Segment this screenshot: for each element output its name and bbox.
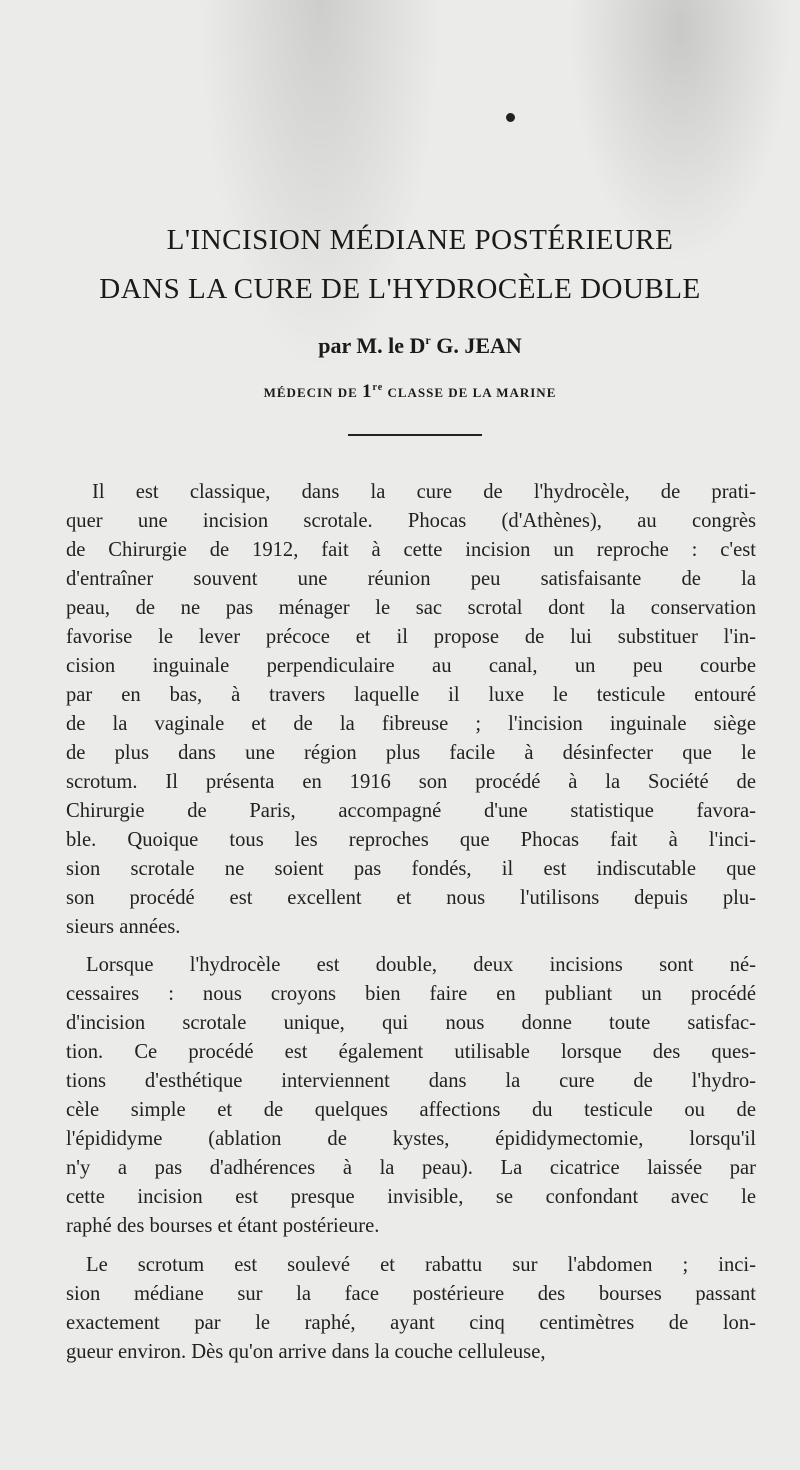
text-line: d'incision scrotale unique, qui nous donne toute satisfac-	[66, 1012, 756, 1034]
title-divider	[348, 434, 482, 436]
text-line: Le scrotum est soulevé et rabattu sur l'abdomen ; inci-	[86, 1254, 756, 1276]
paragraph-3	[66, 1251, 756, 1367]
text-line: par en bas, à travers laquelle il luxe le testicule entouré	[66, 684, 756, 706]
text-line: peau, de ne pas ménager le sac scrotal dont la conservation	[66, 597, 756, 619]
text-line: Lorsque l'hydrocèle est double, deux incisions sont né-	[86, 954, 756, 976]
text-line: cessaires : nous croyons bien faire en publiant un procédé	[66, 983, 756, 1005]
text-line: cèle simple et de quelques affections du testicule ou de	[66, 1099, 756, 1121]
text-line: l'épididyme (ablation de kystes, épididymectomie, lorsqu'il	[66, 1128, 756, 1150]
text-line: de Chirurgie de 1912, fait à cette incision un reproche : c'est	[66, 539, 756, 561]
byline-prefix: par M. le D	[318, 333, 426, 358]
text-line: sieurs années.	[66, 916, 181, 938]
text-line: scrotum. Il présenta en 1916 son procédé à la Société de	[66, 771, 756, 793]
text-line: Il est classique, dans la cure de l'hydrocèle, de prati-	[92, 481, 756, 503]
text-line: exactement par le raphé, ayant cinq centimètres de lon-	[66, 1312, 756, 1334]
text-line: ble. Quoique tous les reproches que Phocas fait à l'inci-	[66, 829, 756, 851]
article-title-line-2: DANS LA CURE DE L'HYDROCÈLE DOUBLE	[99, 273, 701, 305]
text-line: de plus dans une région plus facile à désinfecter que le	[66, 742, 756, 764]
text-line: sion scrotale ne soient pas fondés, il est indiscutable que	[66, 858, 756, 880]
text-line: quer une incision scrotale. Phocas (d'Athènes), au congrès	[66, 510, 756, 532]
text-line: gueur environ. Dès qu'on arrive dans la couche celluleuse,	[66, 1341, 546, 1363]
paragraph-2	[66, 951, 756, 1241]
affiliation-prefix: MÉDECIN DE	[263, 385, 363, 400]
affiliation-superscript: re	[372, 382, 384, 393]
text-line: Chirurgie de Paris, accompagné d'une statistique favora-	[66, 800, 756, 822]
text-line: d'entraîner souvent une réunion peu satisfaisante de la	[66, 568, 756, 590]
article-title-line-1: L'INCISION MÉDIANE POSTÉRIEURE	[166, 224, 674, 256]
text-line: cision inguinale perpendiculaire au canal, un peu courbe	[66, 655, 756, 677]
affiliation-number: 1	[362, 381, 373, 402]
author-affiliation	[0, 381, 800, 403]
text-line: tion. Ce procédé est également utilisable lorsque des ques-	[66, 1041, 756, 1063]
text-line: tions d'esthétique interviennent dans la cure de l'hydro-	[66, 1070, 756, 1092]
byline-superscript: r	[425, 333, 431, 347]
text-line: n'y a pas d'adhérences à la peau). La cicatrice laissée par	[66, 1157, 756, 1179]
text-line: raphé des bourses et étant postérieure.	[66, 1215, 380, 1237]
ornament-dot	[506, 113, 515, 122]
text-line: favorise le lever précoce et il propose de lui substituer l'in-	[66, 626, 756, 648]
affiliation-suffix: CLASSE DE LA MARINE	[383, 385, 557, 400]
text-line: sion médiane sur la face postérieure des bourses passant	[66, 1283, 756, 1305]
paragraph-1	[66, 478, 756, 942]
byline-author: G. JEAN	[430, 333, 522, 358]
text-line: de la vaginale et de la fibreuse ; l'incision inguinale siège	[66, 713, 756, 735]
author-byline	[0, 333, 800, 359]
text-line: son procédé est excellent et nous l'utilisons depuis plu-	[66, 887, 756, 909]
text-line: cette incision est presque invisible, se confondant avec le	[66, 1186, 756, 1208]
